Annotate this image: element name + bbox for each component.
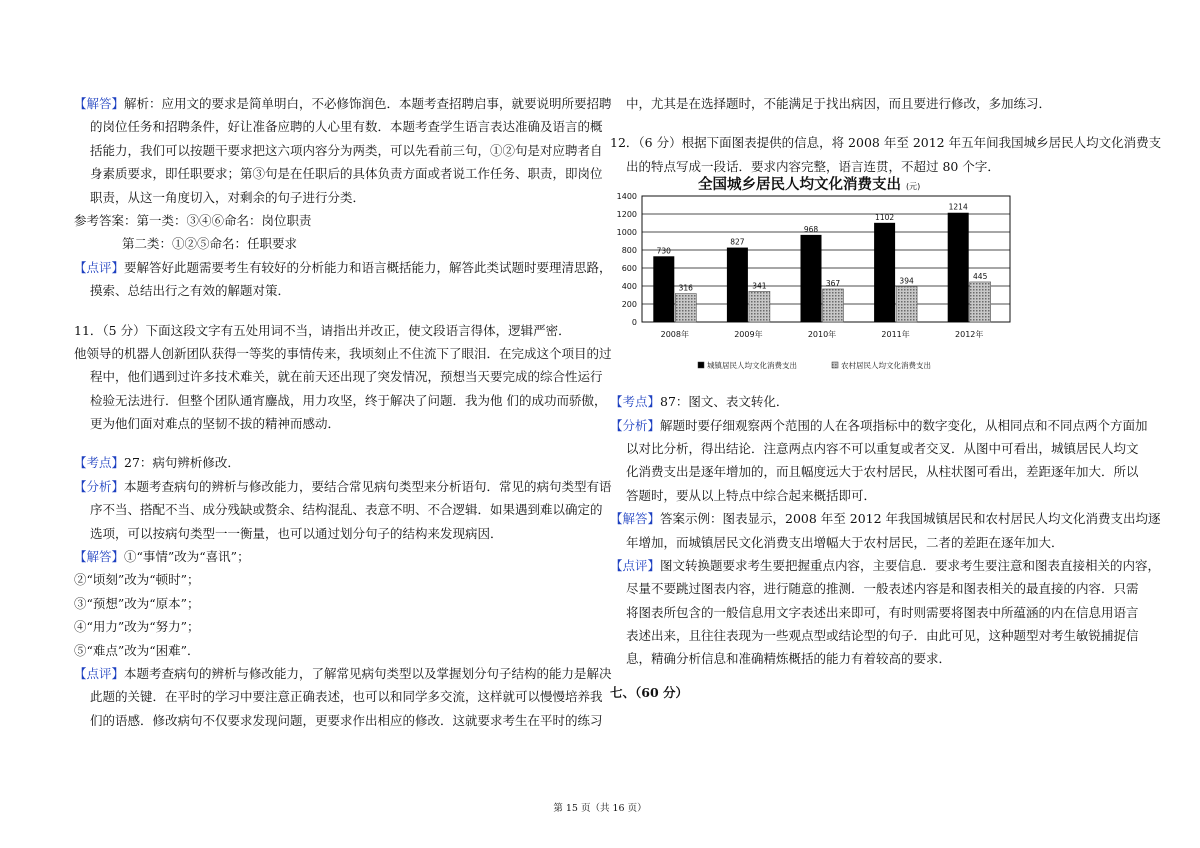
- analysis-line: 答题时，要从以上特点中综合起来概括即可．: [626, 487, 877, 503]
- kaodian-tag: 【考点】: [610, 394, 661, 410]
- legend-label-urban: 城镇居民人均文化消费支出: [707, 361, 797, 371]
- comment-line: 们的语感．修改病句不仅要求发现问题，更要求作出相应的修改．这就要求考生在平时的练习: [90, 712, 603, 728]
- data-label-rural: 316: [678, 283, 693, 293]
- y-tick-label: 1200: [616, 210, 637, 220]
- answer-line: 【解答】①“事情”改为“喜讯”；: [74, 549, 250, 565]
- bar-rural: [675, 294, 696, 322]
- analysis-line: 身素质要求，即任职要求；第③句是在任职后的具体负责方面或者说工作任务、职责，即岗位: [90, 166, 603, 182]
- bar-urban: [801, 235, 822, 322]
- analysis-line: 【解答】解析：应用文的要求是简单明白，不必修饰润色．本题考查招聘启事，就要说明所要招聘: [74, 96, 612, 111]
- data-label-urban: 1102: [875, 212, 895, 222]
- bar-rural: [823, 289, 844, 322]
- analysis-tag: 【分析】: [74, 478, 125, 494]
- answer-line: 【解答】答案示例：图表显示，2008 年至 2012 年我国城镇居民和农村居民人均文化消费支出均逐: [610, 511, 1161, 527]
- x-tick-label: 2011年: [881, 330, 910, 340]
- y-tick-label: 1000: [616, 228, 637, 238]
- bar-urban: [948, 213, 969, 322]
- question-12-text: 出的特点写成一段话．要求内容完整，语言连贯，不超过 80 个字．: [626, 158, 1000, 174]
- data-label-urban: 968: [803, 225, 819, 235]
- y-tick-label: 600: [621, 264, 637, 274]
- y-tick-label: 1400: [616, 192, 637, 202]
- y-tick-label: 400: [621, 282, 637, 292]
- analysis-tag: 【分析】: [610, 417, 661, 433]
- comment-tag: 【点评】: [610, 557, 661, 573]
- answer-line: ⑤“难点”改为“困难”．: [74, 642, 200, 658]
- chart-title: 全国城乡居民人均文化消费支出: [698, 177, 901, 194]
- analysis-line: 括能力，我们可以按题干要求把这六项内容分为两类，可以先看前三句，①②句是对应聘者自: [90, 142, 603, 158]
- comment-line: 【点评】图文转换题要求考生要把握重点内容，主要信息．要求考生要注意和图表直接相关的内容，: [610, 557, 1161, 573]
- continuation-line: 中，尤其是在选择题时，不能满足于找出病因，而且要进行修改，多加练习．: [626, 96, 1052, 111]
- x-tick-label: 2009年: [734, 330, 763, 340]
- question-11-text: 他领导的机器人创新团队获得一等奖的事情传来，我顷刻止不住流下了眼泪．在完成这个项目的过: [74, 345, 612, 361]
- comment-line: 表述出来，且往往表现为一些观点型或结论型的句子．由此可见，这种题型对考生敏锐捕捉信: [626, 628, 1139, 644]
- data-label-rural: 445: [973, 272, 988, 282]
- question-11-heading: 11．（5 分）下面这段文字有五处用词不当，请指出并改正，使文段语言得体，逻辑严密．: [74, 322, 571, 338]
- kaodian-line: 【考点】27：病句辨析修改．: [74, 455, 240, 471]
- section-7-heading: 七、（60 分）: [610, 684, 688, 700]
- answer-tag: 【解答】: [610, 511, 661, 527]
- answer-line: ②“顷刻”改为“顿时”；: [74, 572, 200, 588]
- data-label-urban: 1214: [948, 202, 968, 212]
- data-label-rural: 394: [899, 276, 914, 286]
- comment-tag: 【点评】: [74, 665, 125, 681]
- bar-urban: [874, 223, 895, 322]
- question-11-text: 更为他们面对难点的坚韧不拔的精神而感动．: [90, 416, 341, 432]
- analysis-line: 【分析】本题考查病句的辨析与修改能力，要结合常见病句类型来分析语句．常见的病句类型有语: [74, 478, 612, 494]
- comment-line: 将图表所包含的一般信息用文字表述出来即可，有时则需要将图表中所蕴涵的内在信息用语言: [626, 604, 1139, 620]
- y-tick-label: 200: [621, 300, 637, 310]
- analysis-line: 职责，从这一角度切入，对剩余的句子进行分类．: [90, 189, 366, 205]
- analysis-line: 选项，可以按病句类型一一衡量，也可以通过划分句子的结构来发现病因．: [90, 525, 503, 541]
- comment-line: 此题的关键．在平时的学习中要注意正确表述，也可以和同学多交流，这样就可以慢慢培养我: [90, 689, 603, 705]
- answer-line: 年增加，而城镇居民文化消费支出增幅大于农村居民，二者的差距在逐年加大．: [626, 534, 1064, 550]
- page-footer: 第 15 页（共 16 页）: [553, 803, 647, 814]
- answer-line: ④“用力”改为“努力”；: [74, 619, 200, 635]
- comment-tag: 【点评】: [74, 259, 125, 275]
- analysis-line: 序不当、搭配不当、成分残缺或赘余、结构混乱、表意不明、不合逻辑．如果遇到难以确定的: [90, 502, 603, 518]
- legend-swatch-urban: [698, 362, 704, 368]
- data-label-rural: 367: [825, 279, 841, 289]
- right-column: [610, 92, 1162, 704]
- bar-rural: [896, 287, 917, 322]
- comment-line: 【点评】本题考查病句的辨析与修改能力，了解常见病句类型以及掌握划分句子结构的能力是解决: [74, 665, 612, 681]
- comment-line: 摸索、总结出行之有效的解题对策．: [90, 283, 291, 299]
- question-12-heading: 12．（6 分）根据下面图表提供的信息，将 2008 年至 2012 年五年间我国城乡居民人均文化消费支: [610, 135, 1162, 151]
- question-11-text: 程中，他们遇到过许多技术难关，就在前天还出现了突发情况，预想当天要完成的综合性运行: [90, 369, 603, 385]
- analysis-line: 以对比分析，得出结论．注意两点内容不可以重复或者交叉．从图中可看出，城镇居民人均文: [626, 440, 1139, 456]
- question-11-text: 检验无法进行．但整个团队通宵鏖战，用力攻坚，终于解决了问题．我为他 们的成功而骄傲，: [90, 392, 607, 408]
- bar-urban: [653, 256, 674, 322]
- comment-line: 尽量不要跳过图表内容，进行随意的推测．一般表述内容是和图表相关的最直接的内容．只需: [626, 581, 1139, 597]
- reference-answer: 参考答案：第一类：③④⑥命名：岗位职责: [74, 212, 312, 228]
- analysis-line: 的岗位任务和招聘条件，好让准备应聘的人心里有数．本题考查学生语言表达准确及语言的概: [90, 119, 603, 135]
- answer-line: ③“预想”改为“原本”；: [74, 595, 200, 611]
- answer-tag: 【解答】: [74, 96, 125, 111]
- left-column: [74, 92, 612, 732]
- data-label-urban: 730: [656, 246, 671, 256]
- answer-tag: 【解答】: [74, 549, 125, 565]
- data-label-urban: 827: [730, 237, 745, 247]
- chart-title-unit: (元): [906, 182, 921, 192]
- bar-urban: [727, 248, 748, 322]
- legend-label-rural: 农村居民人均文化消费支出: [841, 361, 931, 371]
- bar-chart: [610, 172, 1020, 390]
- bar-rural: [970, 282, 991, 322]
- analysis-line: 化消费支出是逐年增加的，而且幅度远大于农村居民，从柱状图可看出，差距逐年加大．所以: [626, 464, 1139, 480]
- reference-answer: 第二类：①②⑤命名：任职要求: [122, 236, 298, 252]
- analysis-line: 【分析】解题时要仔细观察两个范围的人在各项指标中的数字变化，从相同点和不同点两个方面加: [610, 417, 1148, 433]
- kaodian-line: 【考点】87：图文、表文转化．: [610, 394, 789, 410]
- x-tick-label: 2012年: [955, 330, 984, 340]
- comment-line: 息，精确分析信息和准确精炼概括的能力有着较高的要求．: [626, 651, 952, 667]
- legend-swatch-rural: [832, 362, 838, 368]
- comment-line: 【点评】要解答好此题需要考生有较好的分析能力和语言概括能力，解答此类试题时要理清思路，: [74, 259, 612, 275]
- x-tick-label: 2010年: [807, 330, 837, 340]
- bar-rural: [749, 291, 770, 322]
- x-tick-label: 2008年: [660, 330, 689, 340]
- y-tick-label: 800: [621, 246, 637, 256]
- y-tick-label: 0: [631, 318, 637, 328]
- kaodian-tag: 【考点】: [74, 455, 125, 471]
- data-label-rural: 341: [752, 281, 767, 291]
